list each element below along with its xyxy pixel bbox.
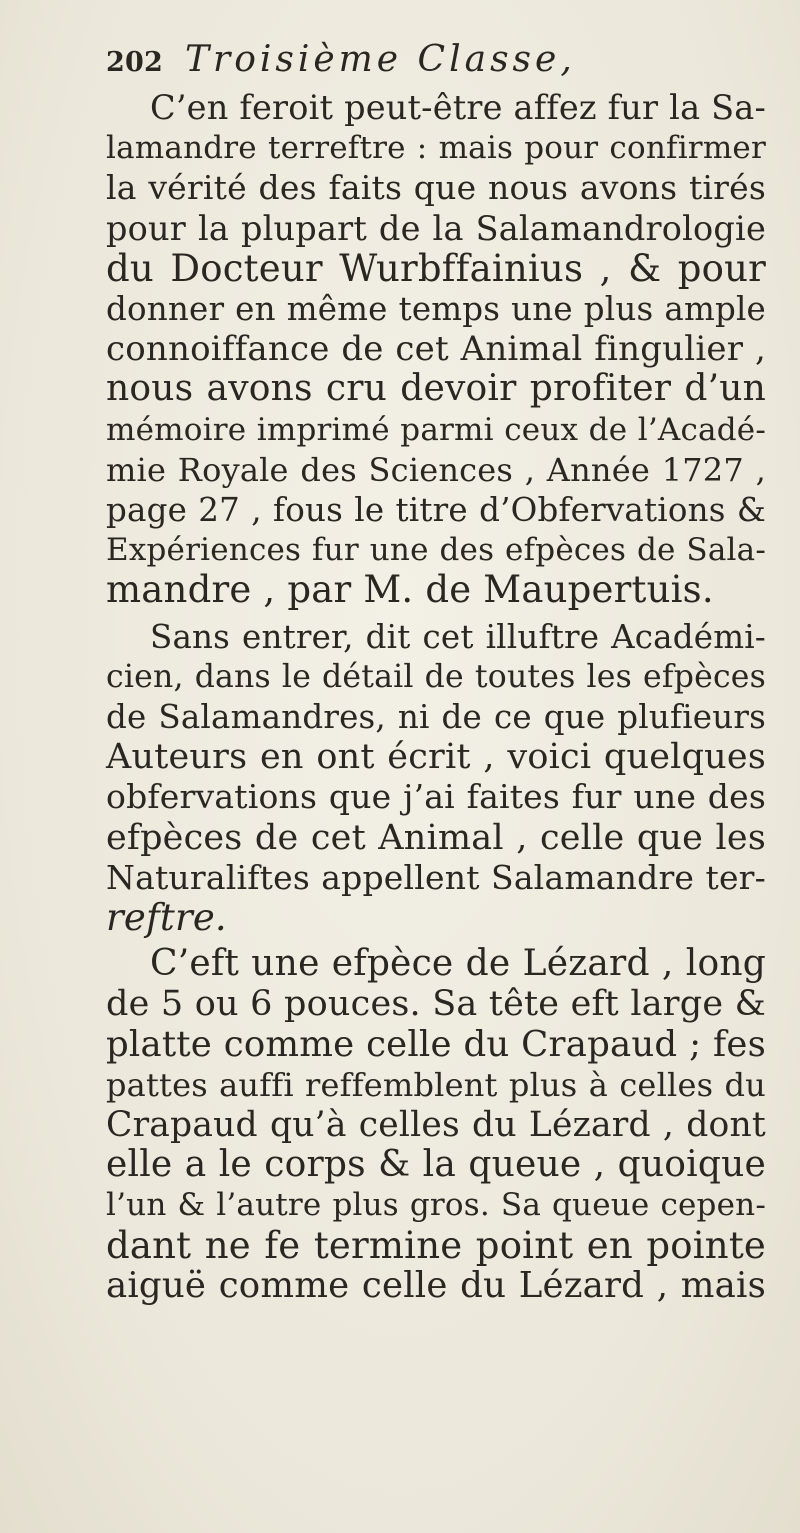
text-line: Auteurs en ont écrit , voici quelques — [106, 737, 766, 778]
text-line: de Salamandres, ni de ce que plufieurs — [106, 698, 766, 737]
text-line: lamandre terreftre : mais pour confirmer — [106, 130, 766, 167]
text-line: pour la plupart de la Salamandrologie — [106, 208, 766, 248]
text-line: pattes auffi reffemblent plus à celles du — [106, 1065, 766, 1104]
text-line: cien, dans le détail de toutes les efpèces — [106, 658, 766, 695]
text-line: nous avons cru devoir profiter d’un — [106, 368, 766, 410]
running-title: Troisième Classe, — [184, 39, 576, 80]
text-line: efpèces de cet Animal , celle que les — [106, 817, 766, 858]
text-line: donner en même temps une plus ample — [106, 290, 766, 329]
page-text — [106, 40, 766, 1306]
text-line: dant ne fe termine point en pointe — [106, 1223, 766, 1267]
text-line: mie Royale des Sciences , Année 1727 , — [106, 450, 766, 489]
text-line: mémoire imprimé parmi ceux de l’Acadé- — [106, 411, 766, 448]
text-line: connoiffance de cet Animal fingulier , — [106, 329, 766, 370]
page-header — [106, 40, 766, 88]
text-line: aiguë comme celle du Lézard , mais — [106, 1264, 766, 1306]
text-line: page 27 , fous le titre d’Obfervations & — [106, 491, 766, 530]
text-line: de 5 ou 6 pouces. Sa tête eft large & — [106, 984, 766, 1025]
text-line: platte comme celle du Crapaud ; fes — [106, 1023, 766, 1065]
text-line: C’eft une efpèce de Lézard , long — [150, 943, 766, 985]
paragraph-3 — [106, 944, 766, 1306]
page-number: 202 — [106, 47, 163, 78]
text-line: du Docteur Wurbffainius , & pour — [106, 246, 766, 290]
text-line: C’en feroit peut-être affez fur la Sa- — [150, 88, 766, 127]
text-line: Crapaud qu’à celles du Lézard , dont — [106, 1105, 766, 1146]
text-line: obfervations que j’ai faites fur une des — [106, 777, 766, 817]
paragraph-2 — [106, 617, 766, 939]
paragraph-1 — [106, 88, 766, 611]
text-line: Expériences fur une des efpèces de Sala- — [106, 532, 766, 569]
text-line: Sans entrer, dit cet illuftre Académi- — [150, 617, 766, 656]
text-line: la vérité des faits que nous avons tirés — [106, 168, 766, 208]
text-line: Naturaliftes appellent Salamandre ter- — [106, 857, 766, 897]
text-line: elle a le corps & la queue , quoique — [106, 1144, 766, 1186]
text-line: mandre , par M. de Maupertuis. — [106, 568, 714, 612]
text-line: reftre. — [106, 896, 227, 940]
text-line: l’un & l’autre plus gros. Sa queue cepen- — [106, 1187, 766, 1224]
